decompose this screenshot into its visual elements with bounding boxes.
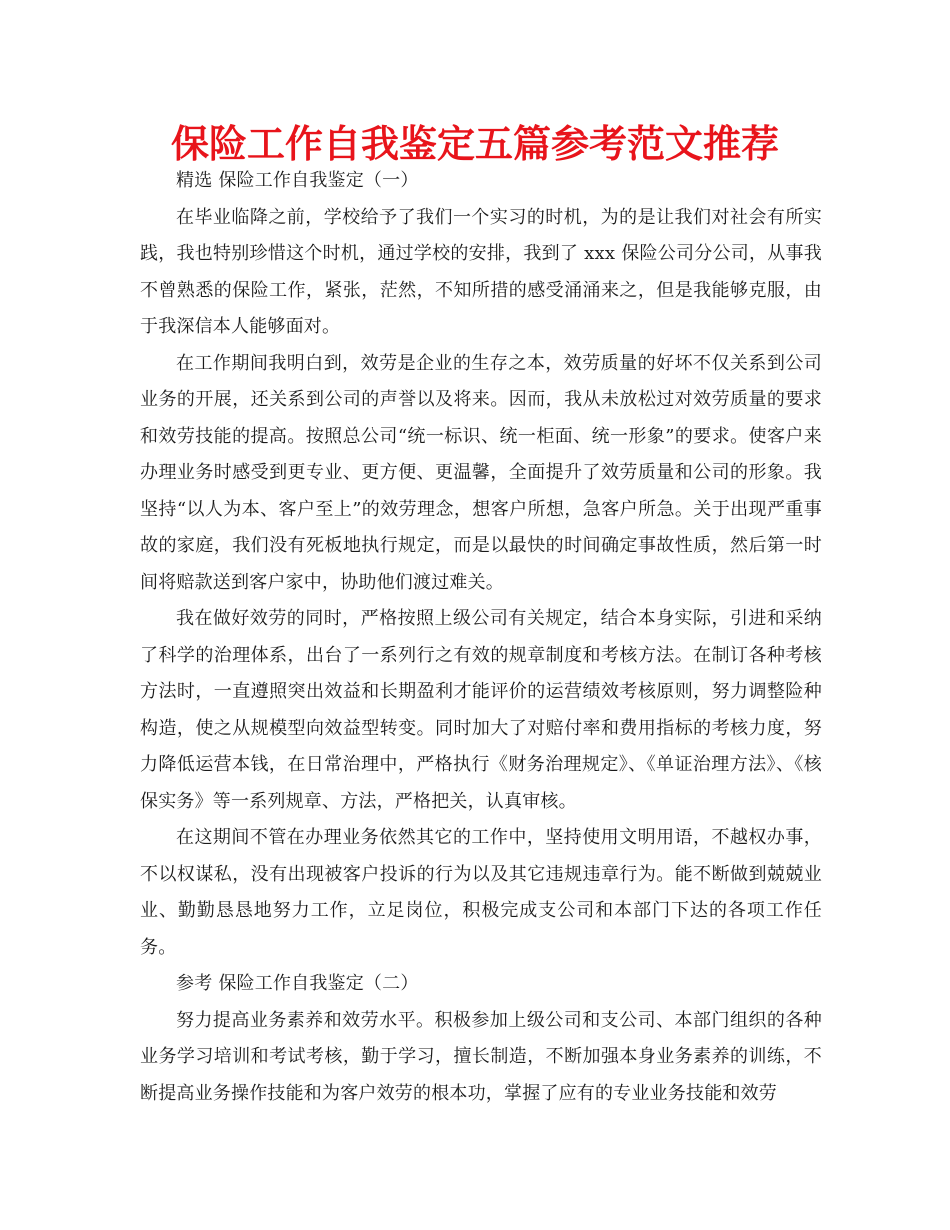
document-title: 保险工作自我鉴定五篇参考范文推荐 [170, 122, 779, 166]
paragraph: 在这期间不管在办理业务依然其它的工作中，坚持使用文明用语，不越权办事，不以权谋私，没有出现被客户投诉的行为以及其它违规违章行为。能不断做到兢兢业业、勤勤恳恳地努力工作，立足岗位，积极完成支公司和本部门下达的各项工作任务。 [140, 827, 822, 958]
paragraph: 我在做好效劳的同时，严格按照上级公司有关规定，结合本身实际，引进和采纳了科学的治理体系，出台了一系列行之有效的规章制度和考核方法。在制订各种考核方法时，一直遵照突出效益和长期盈利才能评价的运营绩效考核原则，努力调整险种构造，使之从规模型向效益型转变。同时加大了对赔付率和费用指标的考核力度，努力降低运营本钱，在日常治理中，严格执行《财务治理规定》、《单证治理方法》、《核保实务》等一系列规章、方法，严格把关，认真审核。 [140, 608, 822, 812]
section-heading: 精选 保险工作自我鉴定（一） [176, 170, 419, 191]
paragraph: 努力提高业务素养和效劳水平。积极参加上级公司和支公司、本部门组织的各种业务学习培训和考试考核，勤于学习，擅长制造，不断加强本身业务素养的训练，不断提高业务操作技能和为客户效劳的根本功，掌握了应有的专业业务技能和效劳 [140, 1009, 822, 1104]
section-heading: 参考 保险工作自我鉴定（二） [176, 973, 419, 994]
paragraph: 在工作期间我明白到，效劳是企业的生存之本，效劳质量的好坏不仅关系到公司业务的开展，还关系到公司的声誉以及将来。因而，我从未放松过对效劳质量的要求和效劳技能的提高。按照总公司“统一标识、统一柜面、统一形象”的要求。使客户来办理业务时感受到更专业、更方便、更温馨，全面提升了效劳质量和公司的形象。我坚持“以人为本、客户至上”的效劳理念，想客户所想，急客户所急。关于出现严重事故的家庭，我们没有死板地执行规定，而是以最快的时间确定事故性质，然后第一时间将赔款送到客户家中，协助他们渡过难关。 [140, 352, 822, 593]
document-body [140, 163, 822, 1112]
paragraph: 在毕业临降之前，学校给予了我们一个实习的时机，为的是让我们对社会有所实践，我也特别珍惜这个时机，通过学校的安排，我到了 xxx 保险公司分公司，从事我不曾熟悉的保险工作，紧张，茫然，不知所措的感受涌涌来之，但是我能够克服，由于我深信本人能够面对。 [140, 206, 822, 337]
